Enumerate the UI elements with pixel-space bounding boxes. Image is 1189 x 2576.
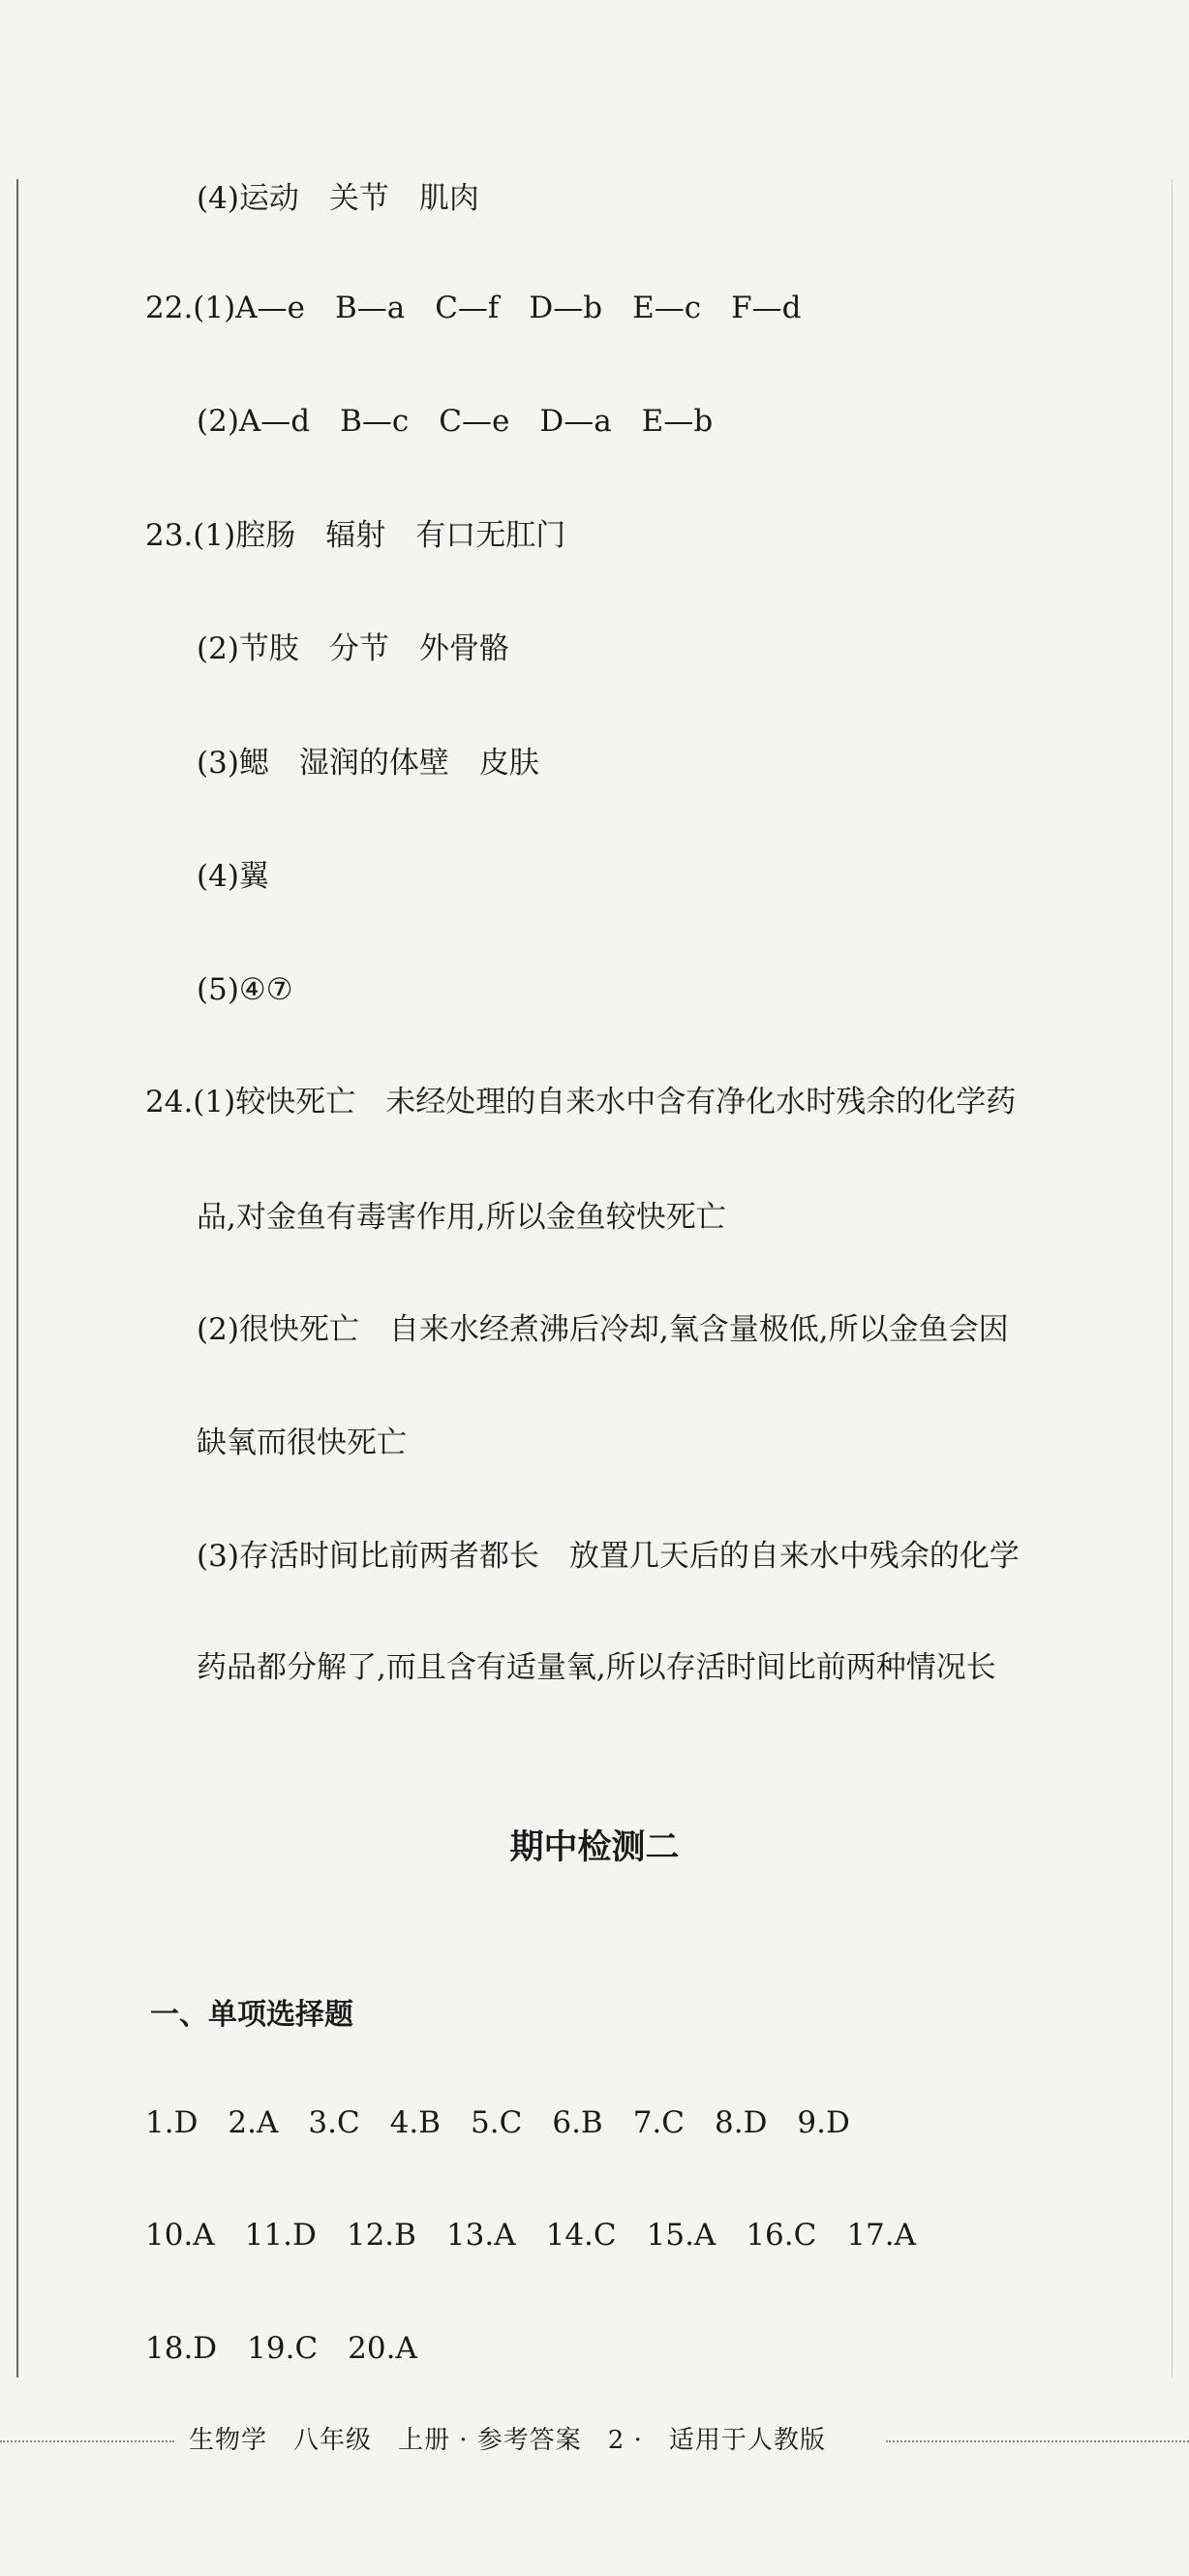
answer-line: 24.(1)较快死亡 未经处理的自来水中含有净化水时残余的化学药 bbox=[145, 1085, 1017, 1119]
answer-line: 23.(1)腔肠 辐射 有口无肛门 bbox=[145, 518, 566, 553]
answer-line: 品,对金鱼有毒害作用,所以金鱼较快死亡 bbox=[197, 1200, 726, 1235]
answer-line: 缺氧而很快死亡 bbox=[197, 1426, 407, 1460]
answer-line: (4)运动 关节 肌肉 bbox=[197, 181, 479, 216]
answer-line: (2)A—d B—c C—e D—a E—b bbox=[197, 404, 714, 439]
footer-text: 生物学 八年级 上册 · 参考答案 2 · 适用于人教版 bbox=[189, 2426, 826, 2455]
answer-line: 药品都分解了,而且含有适量氧,所以存活时间比前两种情况长 bbox=[197, 1650, 996, 1685]
page-footer bbox=[0, 2421, 1189, 2460]
right-margin-rule bbox=[1172, 179, 1173, 2377]
answer-line: (2)很快死亡 自来水经煮沸后冷却,氧含量极低,所以金鱼会因 bbox=[197, 1312, 1009, 1347]
left-margin-rule bbox=[16, 179, 18, 2377]
answer-line: (2)节肢 分节 外骨骼 bbox=[197, 631, 509, 666]
footer-dotted-rule bbox=[886, 2440, 1189, 2442]
answer-line: (3)鳃 湿润的体壁 皮肤 bbox=[197, 746, 539, 781]
answer-line: (4)翼 bbox=[197, 859, 269, 894]
section-title: 期中检测二 bbox=[509, 1828, 680, 1867]
mc-answer-line: 10.A 11.D 12.B 13.A 14.C 15.A 16.C 17.A bbox=[145, 2218, 917, 2253]
answer-line: (5)④⑦ bbox=[197, 972, 293, 1007]
section-heading: 一、单项选择题 bbox=[150, 1998, 353, 2032]
mc-answer-line: 1.D 2.A 3.C 4.B 5.C 6.B 7.C 8.D 9.D bbox=[145, 2105, 850, 2140]
answer-line: (3)存活时间比前两者都长 放置几天后的自来水中残余的化学 bbox=[197, 1539, 1020, 1574]
answer-line: 22.(1)A—e B—a C—f D—b E—c F—d bbox=[145, 291, 802, 325]
mc-answer-line: 18.D 19.C 20.A bbox=[145, 2331, 417, 2366]
footer-dotted-rule bbox=[0, 2440, 174, 2442]
